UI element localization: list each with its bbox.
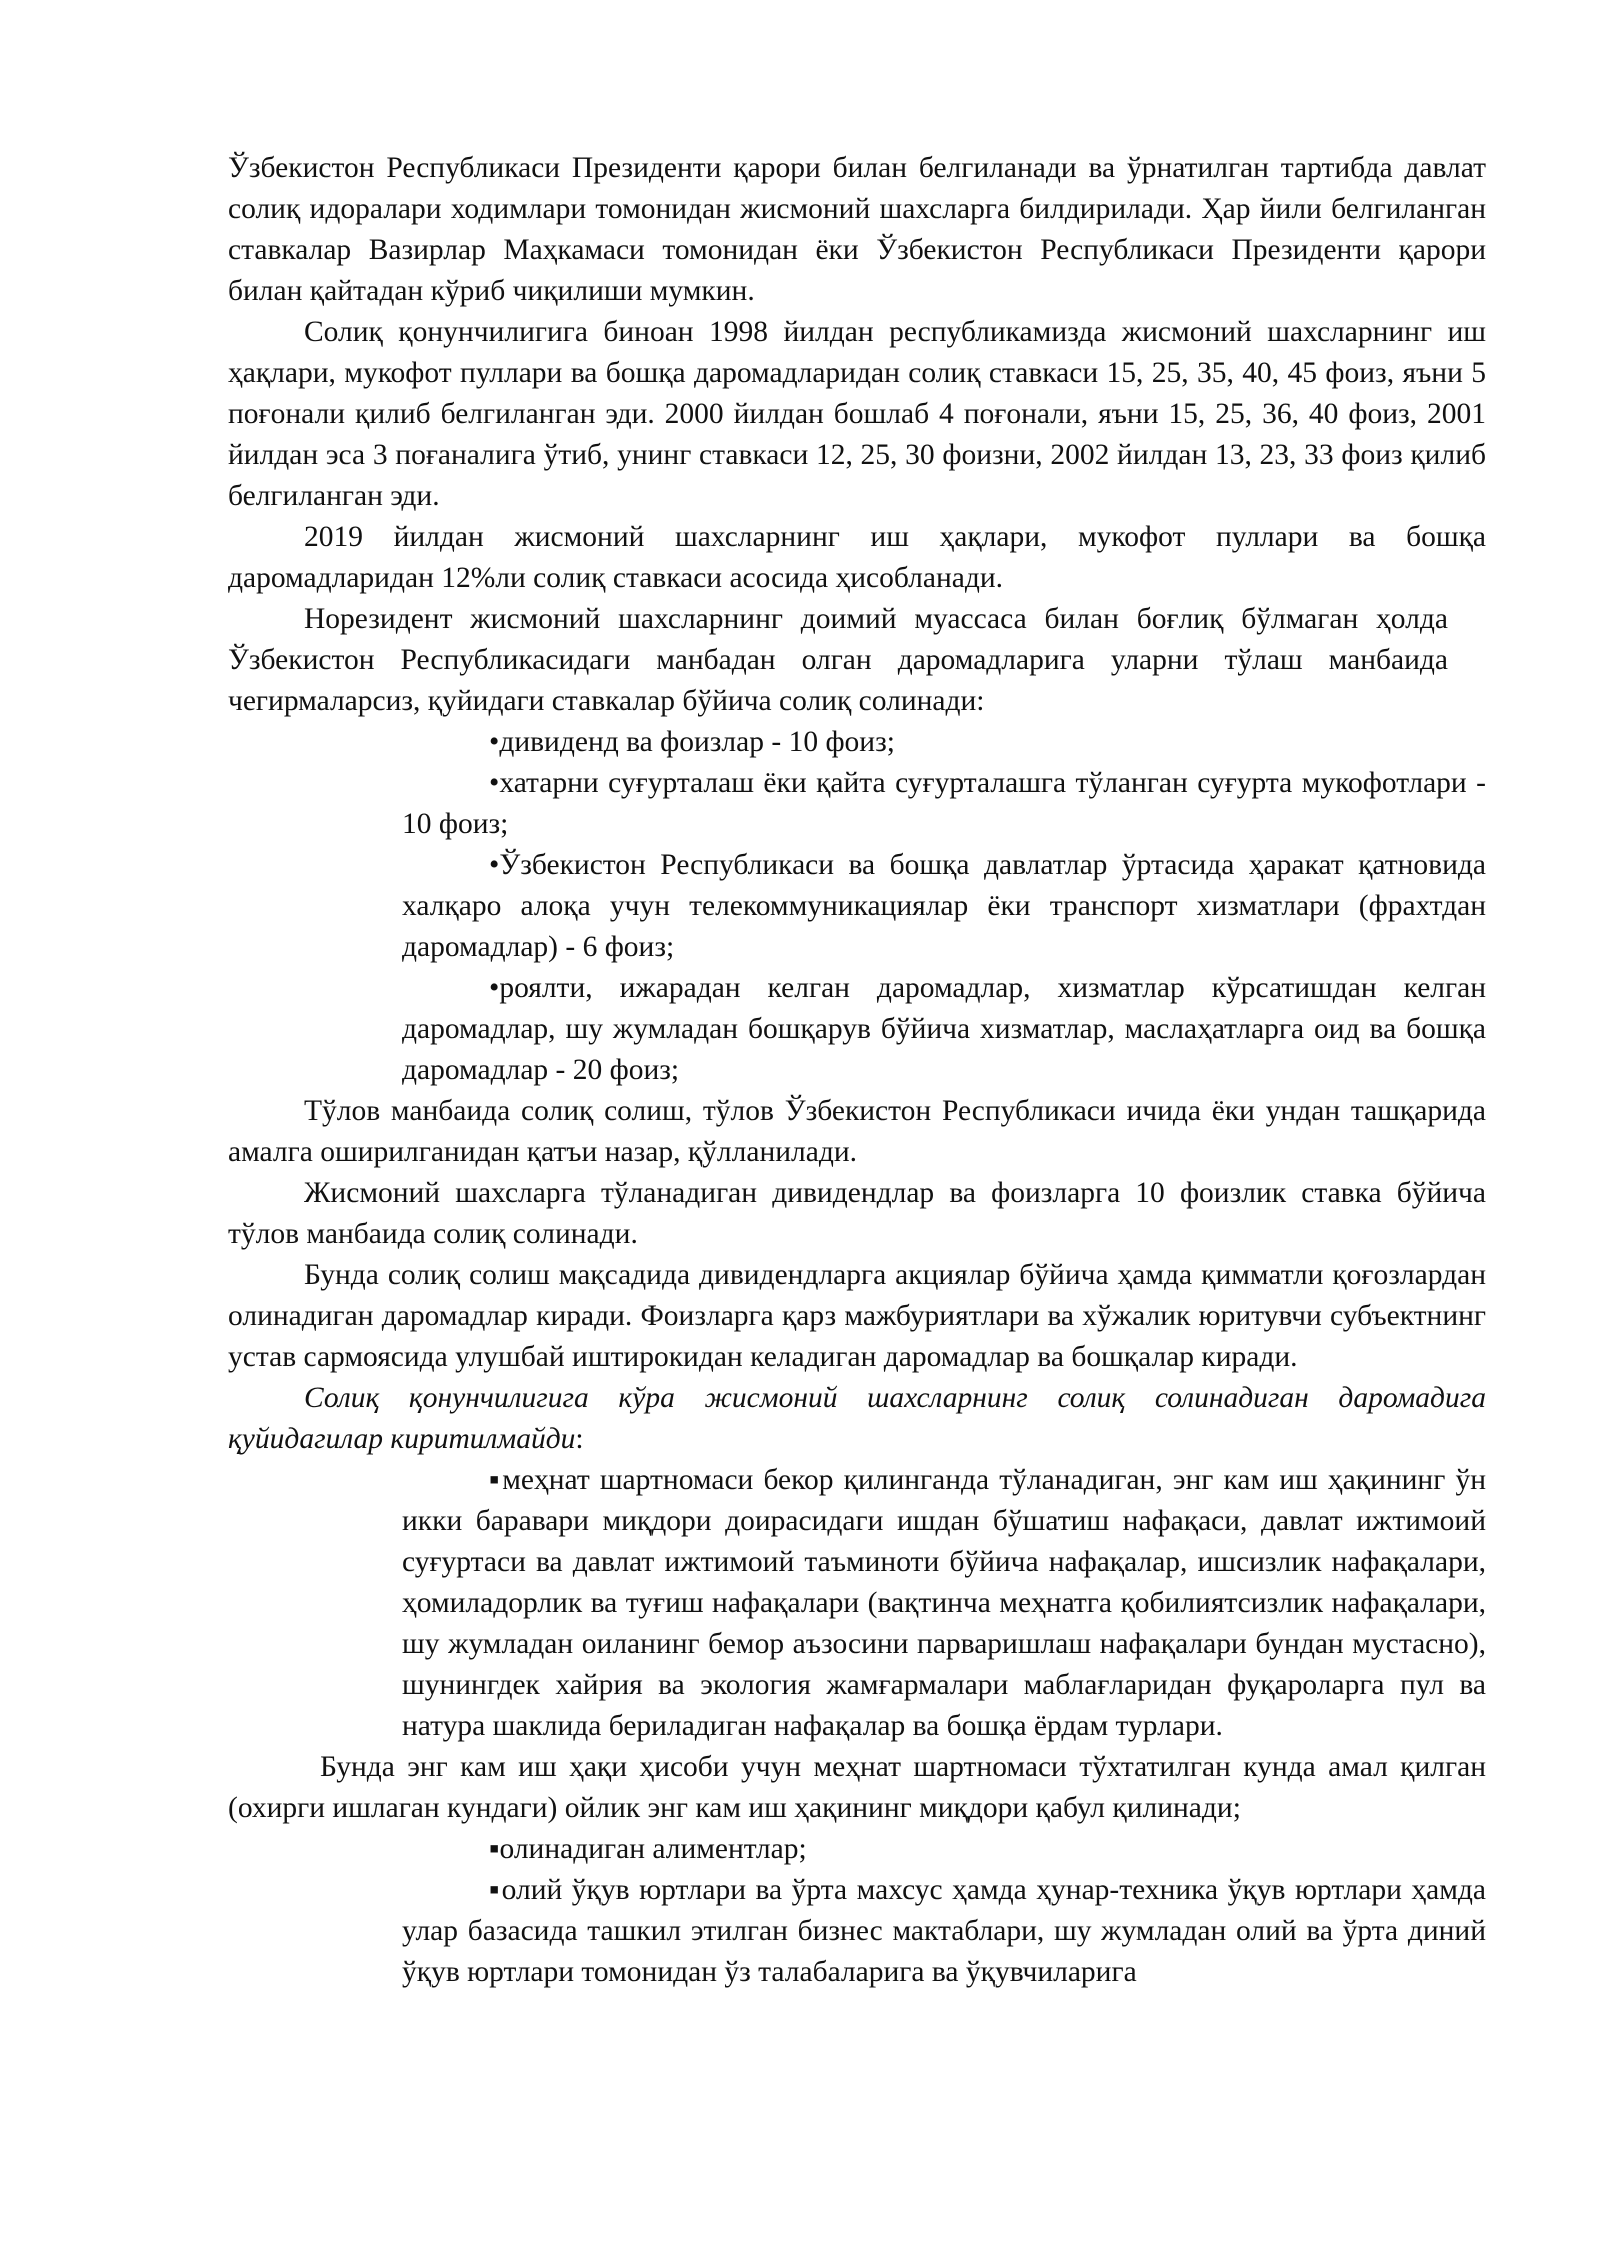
- excluded-income-list-continued: [228, 1829, 1486, 1993]
- paragraph-6: Жисмоний шахсларга тўланадиган дивидендлар ва фоизларга 10 фоизлик ставка бўйича тўлов манбаида солиқ солинади.: [228, 1177, 1486, 1250]
- paragraph-8: Солиқ қонунчилигига кўра жисмоний шахсларнинг солиқ солинадиган даромадига қуйидагилар киритилмайди:: [228, 1382, 1486, 1455]
- paragraph-5: Тўлов манбаида солиқ солиш, тўлов Ўзбекистон Республикаси ичида ёки ундан ташқарида амалга оширилганидан қатъи назар, қўлланилади.: [228, 1095, 1486, 1168]
- square-bullet-icon: ▪: [489, 1833, 500, 1865]
- paragraph-2: Солиқ қонунчилигига биноан 1998 йилдан республикамизда жисмоний шахсларнинг иш ҳақлари, мукофот пуллари ва бошқа даромадларидан солиқ ставкаси 15, 25, 35, 40, 45 фоиз, яъни 5 поғонали қилиб белгиланган эди. 2000 йилдан бошлаб 4 поғонали, яъни 15, 25, 36, 40 фоиз, 2001 йилдан эса 3 поғаналига ўтиб, унинг ставкаси 12, 25, 30 фоизни, 2002 йилдан 13, 23, 33 фоиз қилиб белгиланган эди.: [228, 316, 1486, 512]
- paragraph-1: Ўзбекистон Республикаси Президенти қарори билан белгиланади ва ўрнатилган тартибда давлат солиқ идоралари ходимлари томонидан жисмоний шахсларга билдирилади. Ҳар йили белгиланган ставкалар Вазирлар Маҳкамаси томонидан ёки Ўзбекистон Республикаси Президенти қарори билан қайтадан кўриб чиқилиши мумкин.: [228, 152, 1486, 307]
- excluded-income-list: [228, 1460, 1486, 1747]
- paragraph-3: 2019 йилдан жисмоний шахсларнинг иш ҳақлари, мукофот пуллари ва бошқа даромадларидан 12%ли солиқ ставкаси асосида ҳисобланади.: [228, 521, 1486, 594]
- list-item: ▪олий ўқув юртлари ва ўрта махсус ҳамда ҳунар-техника ўқув юртлари ҳамда улар базасида ташкил этилган бизнес мактаблари, шу жумладан олий ва ўрта диний ўқув юртлари томонидан ўз талабаларига ва ўқувчиларига: [402, 1874, 1486, 1988]
- list-item: •хатарни суғурталаш ёки қайта суғурталашга тўланган суғурта мукофотлари - 10 фоиз;: [402, 767, 1486, 840]
- bullet-icon: •: [489, 972, 500, 1004]
- italic-heading: Солиқ қонунчилигига кўра жисмоний шахсларнинг солиқ солинадиган даромадига қуйидагилар киритилмайди: [228, 1382, 1486, 1455]
- square-bullet-icon: ▪: [489, 1874, 502, 1906]
- list-item: •роялти, ижарадан келган даромадлар, хизматлар кўрсатишдан келган даромадлар, шу жумладан бошқарув бўйича хизматлар, маслаҳатларга оид ва бошқа даромадлар - 20 фоиз;: [402, 972, 1486, 1086]
- list-item: ▪меҳнат шартномаси бекор қилинганда тўланадиган, энг кам иш ҳақининг ўн икки баравари миқдори доирасидаги ишдан бўшатиш нафақаси, давлат ижтимоий суғуртаси ва давлат ижтимоий таъминоти бўйича нафақалар, ишсизлик нафақалари, ҳомиладорлик ва туғиш нафақалари (вақтинча меҳнатга қобилиятсизлик нафақалари, шу жумладан оиланинг бемор аъзосини парваришлаш нафақалари бундан мустасно), шунингдек хайрия ва экология жамғармалари маблағларидан фуқароларга пул ва натура шаклида бериладиган нафақалар ва бошқа ёрдам турлари.: [402, 1464, 1486, 1742]
- paragraph-4: Норезидент жисмоний шахсларнинг доимий муассаса билан боғлиқ бўлмаган ҳолда Ўзбекистон Республикасидаги манбадан олган даромадларига уларни тўлаш манбаида чегирмаларсиз, қуйидаги ставкалар бўйича солиқ солинади:: [228, 603, 1448, 717]
- paragraph-7: Бунда солиқ солиш мақсадида дивидендларга акциялар бўйича ҳамда қимматли қоғозлардан олинадиган даромадлар киради. Фоизларга қарз мажбуриятлари ва хўжалик юритувчи субъектнинг устав сармоясида улушбай иштирокидан келадиган даромадлар ва бошқалар киради.: [228, 1259, 1486, 1373]
- tax-rate-list: [228, 722, 1486, 1091]
- document-page: [228, 148, 1486, 1993]
- square-bullet-icon: ▪: [489, 1464, 503, 1496]
- list-item: •дивиденд ва фоизлар - 10 фоиз;: [489, 726, 895, 758]
- bullet-icon: •: [489, 849, 500, 881]
- bullet-icon: •: [489, 726, 500, 758]
- bullet-icon: •: [489, 767, 500, 799]
- list-item: ▪олинадиган алиментлар;: [489, 1833, 807, 1865]
- list-item: •Ўзбекистон Республикаси ва бошқа давлатлар ўртасида ҳаракат қатновида халқаро алоқа учун телекоммуникациялар ёки транспорт хизматлари (фрахтдан даромадлар) - 6 фоиз;: [402, 849, 1486, 963]
- paragraph-9: Бунда энг кам иш ҳақи ҳисоби учун меҳнат шартномаси тўхтатилган кунда амал қилган (охирги ишлаган кундаги) ойлик энг кам иш ҳақининг миқдори қабул қилинади;: [228, 1751, 1486, 1824]
